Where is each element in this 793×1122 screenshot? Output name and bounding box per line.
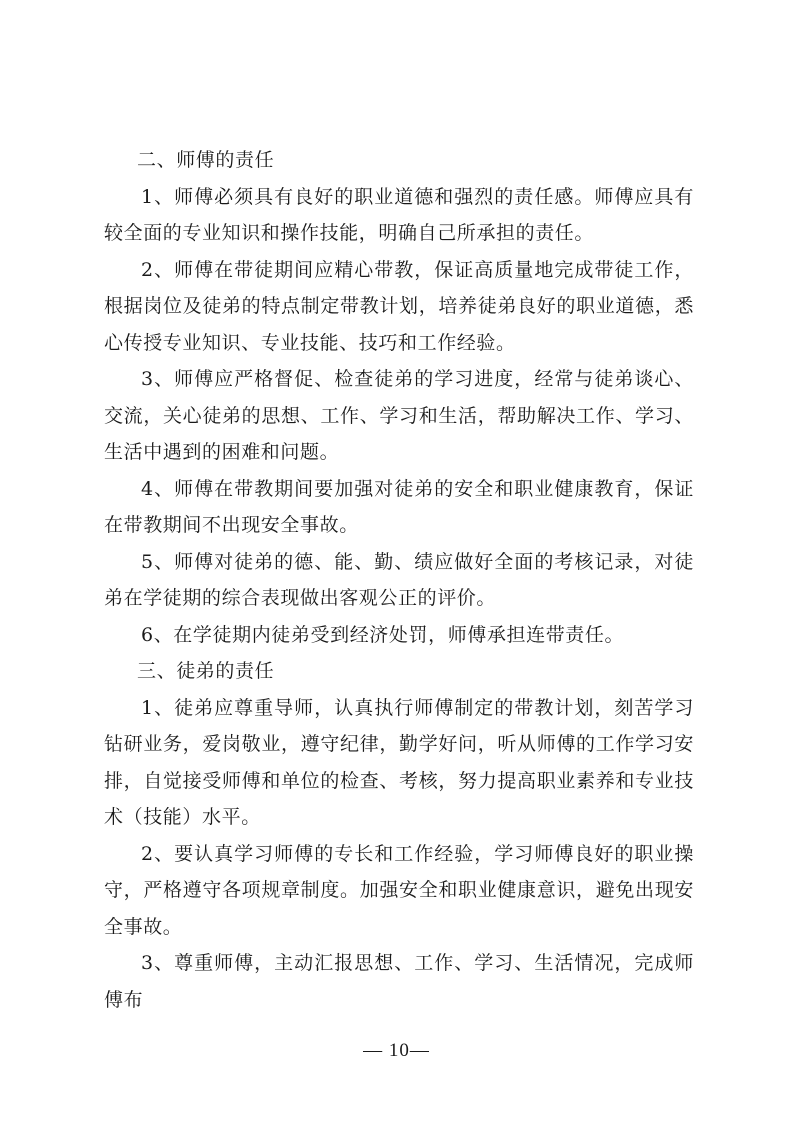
mentor-item-6: 6、在学徒期内徒弟受到经济处罚，师傅承担连带责任。 xyxy=(141,623,625,646)
apprentice-item-2: 2、要认真学习师傅的专长和工作经验，学习师傅良好的职业操守，严格遵守各项规章制度。加强安全和职业健康意识，避免出现安全事故。 xyxy=(104,842,694,938)
section-heading-apprentice-responsibilities: 三、徒弟的责任 xyxy=(137,660,275,682)
section-heading-mentor-responsibilities: 二、师傅的责任 xyxy=(137,149,275,171)
mentor-item-4: 4、师傅在带教期间要加强对徒弟的安全和职业健康教育，保证在带教期间不出现安全事故。 xyxy=(104,477,694,536)
page-number: — 10— xyxy=(363,1040,430,1061)
mentor-item-3: 3、师傅应严格督促、检查徒弟的学习进度，经常与徒弟谈心、交流，关心徒弟的思想、工作、学习和生活，帮助解决工作、学习、生活中遇到的困难和问题。 xyxy=(104,368,694,463)
apprentice-item-1: 1、徒弟应尊重导师，认真执行师傅制定的带教计划，刻苦学习钻研业务，爱岗敬业，遵守纪律，勤学好问，听从师傅的工作学习安排，自觉接受师傅和单位的检查、考核，努力提高职业素养和专业技术（技能）水平。 xyxy=(104,696,694,828)
document-body xyxy=(104,142,694,1018)
mentor-item-1: 1、师傅必须具有良好的职业道德和强烈的责任感。师傅应具有较全面的专业知识和操作技能，明确自己所承担的责任。 xyxy=(104,185,694,244)
mentor-item-2: 2、师傅在带徒期间应精心带教，保证高质量地完成带徒工作，根据岗位及徒弟的特点制定带教计划，培养徒弟良好的职业道德，悉心传授专业知识、专业技能、技巧和工作经验。 xyxy=(104,258,694,354)
mentor-item-5: 5、师傅对徒弟的德、能、勤、绩应做好全面的考核记录，对徒弟在学徒期的综合表现做出客观公正的评价。 xyxy=(104,550,694,609)
apprentice-item-3: 3、尊重师傅，主动汇报思想、工作、学习、生活情况，完成师傅布 xyxy=(104,952,694,1011)
